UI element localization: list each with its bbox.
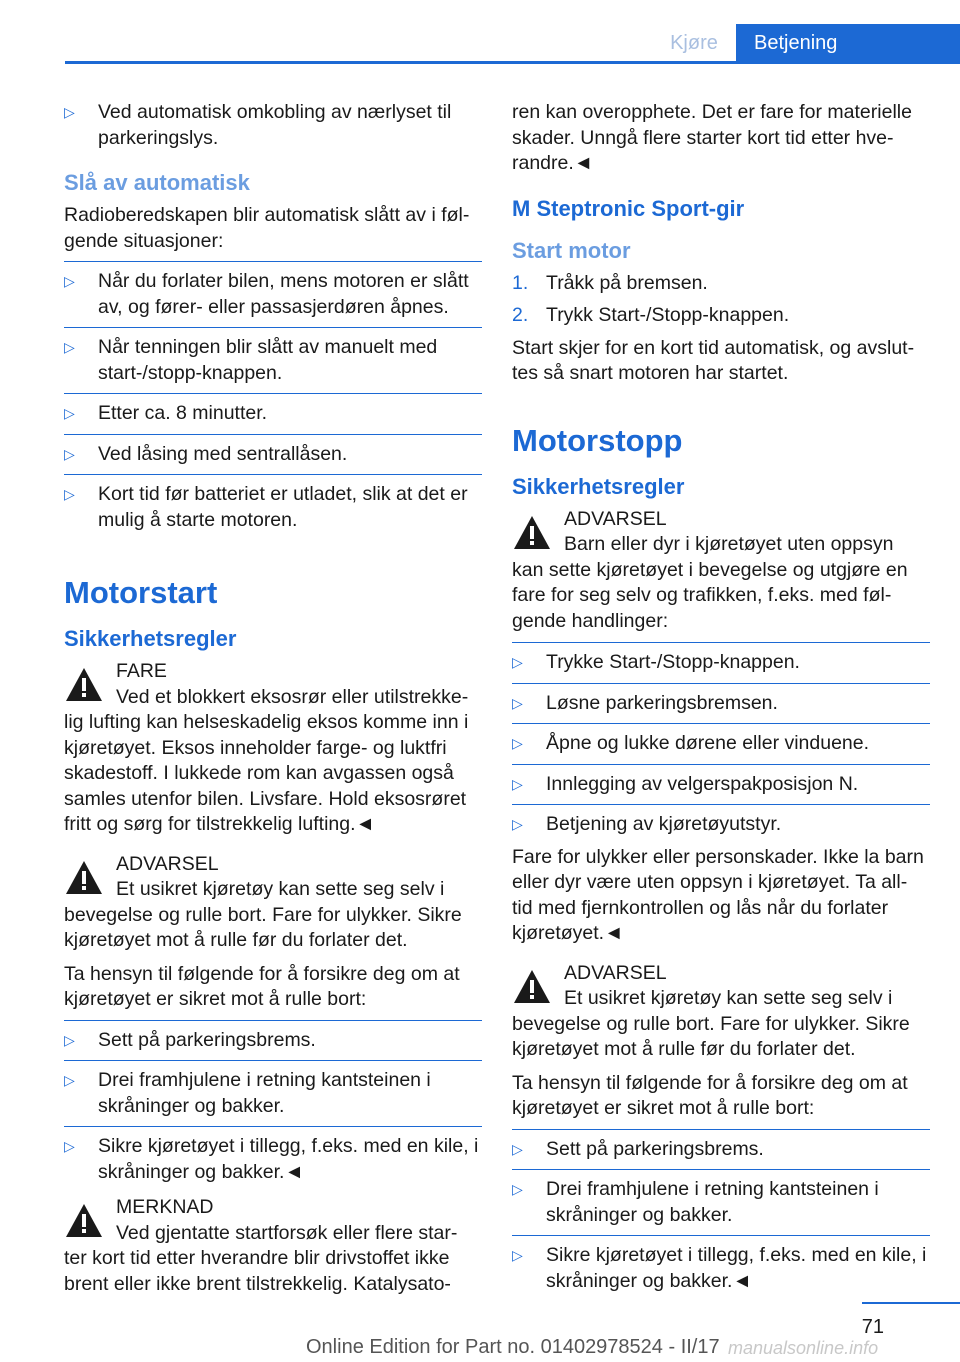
list-item: ▷ Drei framhjulene i retning kantsteinen i skråninger og bakker. [64,1069,431,1117]
list-item: ▷ Sikre kjøretøyet i tillegg, f.eks. med en kile, i skråninger og bakker.◄ [512,1244,927,1292]
section-heading-start-motor: Start motor [512,237,631,263]
warning-block-fare [64,659,482,838]
divider [512,804,930,805]
warning-label: MERKNAD [116,1196,214,1218]
triangle-bullet-icon: ▷ [64,1031,75,1048]
triangle-bullet-icon: ▷ [512,816,523,832]
watermark: manualsonline.info [728,1338,879,1358]
paragraph: Ta hensyn til følgende for å forsikre deg om at kjøretøyet er sikret mot å rulle bort: [64,962,460,1010]
header-rule [65,61,960,64]
chapter-heading-motorstopp: Motorstopp [512,422,683,458]
warning-triangle-icon [512,513,552,553]
warning-block-advarsel [512,961,930,1063]
list-item: ▷ Kort tid før batteriet er utladet, slik at det er mulig å starte motoren. [64,483,468,531]
list-item: ▷ Løsne parkeringsbremsen. [512,691,930,717]
triangle-bullet-icon: ▷ [512,1140,523,1157]
page-number: 71 [861,1316,884,1338]
warning-text: Ved gjentatte startforsøk eller flere star- ter kort tid etter hverandre blir drivstoffet ikke brent eller ikke brent tilstrekkelig. Katalysato- [64,1221,458,1295]
divider [64,1060,482,1061]
section-heading-sikkerhetsregler: Sikkerhetsregler [512,473,685,499]
warning-triangle-icon [512,967,552,1007]
divider [64,474,482,475]
divider [64,393,482,394]
warning-text: Et usikret kjøretøy kan sette seg selv i bevegelse og rulle bort. Fare for ulykker. Sikre kjøretøyet mot å rulle før du forlater det. [64,878,462,951]
divider [512,764,930,765]
warning-block-merknad [64,1195,482,1297]
divider [512,683,930,684]
triangle-bullet-icon: ▷ [64,104,75,120]
divider [64,261,482,262]
tab-betjening[interactable]: Betjening [736,24,960,62]
section-heading-sla-av: Slå av automatisk [64,170,250,195]
list-item: ▷ Ved låsing med sentrallåsen. [64,442,482,468]
triangle-bullet-icon: ▷ [64,1138,75,1154]
divider [512,642,930,643]
divider [64,434,482,435]
divider [512,1169,930,1170]
paragraph: Ta hensyn til følgende for å forsikre deg om at kjøretøyet er sikret mot å rulle bort: [512,1071,908,1119]
divider [512,1129,930,1130]
divider [512,723,930,724]
list-item: ▷ Sett på parkeringsbrems. [512,1137,930,1163]
warning-triangle-icon [64,858,104,898]
warning-text: Et usikret kjøretøy kan sette seg selv i bevegelse og rulle bort. Fare for ulykker. Sikre kjøretøyet mot å rulle før du forlater det. [512,987,910,1060]
triangle-bullet-icon: ▷ [512,735,523,751]
header-tabs [0,24,960,62]
list-item: ▷ Etter ca. 8 minutter. [64,401,482,427]
list-item: ▷ Ved automatisk omkobling av nærlyset til parkeringslys. [64,101,452,149]
warning-block-advarsel [64,852,482,954]
warning-text: Ved et blokkert eksosrør eller utilstrekke- lig lufting kan helseskadelig eksos komme inn i kjøretøyet. Eksos inneholder farge- og luktfri skadestoff. I lukkede rom kan avgassen også samles utenfor bilen. Livsfare. Hold eksosrøret fritt og sørg for tilstrekkelig lufting.◄ [64,685,469,835]
right-column [512,100,930,1301]
list-item: ▷ Drei framhjulene i retning kantsteinen i skråninger og bakker. [512,1178,879,1226]
warning-label: ADVARSEL [564,507,667,530]
divider [64,1020,482,1021]
triangle-bullet-icon: ▷ [512,654,523,670]
section-heading-sikkerhetsregler: Sikkerhetsregler [64,626,237,651]
list-item: ▷ Sett på parkeringsbrems. [64,1028,482,1054]
warning-label: FARE [116,660,167,682]
triangle-bullet-icon: ▷ [64,405,75,421]
numbered-step: 2. Trykk Start-/Stopp-knappen. [512,304,790,326]
triangle-bullet-icon: ▷ [512,1247,523,1263]
section-heading-steptronic: M Steptronic Sport-gir [512,195,745,221]
divider [64,327,482,328]
warning-block-advarsel [512,507,930,635]
warning-label: ADVARSEL [564,961,667,984]
list-item: ▷ Trykke Start-/Stopp-knappen. [512,650,930,676]
triangle-bullet-icon: ▷ [512,775,523,792]
tab-kjore[interactable]: Kjøre [670,31,718,54]
divider [64,1126,482,1127]
list-item: ▷ Betjening av kjøretøyutstyr. [512,812,930,838]
chapter-heading-motorstart: Motorstart [64,575,218,610]
warning-label: ADVARSEL [116,852,219,875]
list-item: ▷ Sikre kjøretøyet i tillegg, f.eks. med en kile, i skråninger og bakker.◄ [64,1135,479,1183]
list-item: ▷ Når du forlater bilen, mens motoren er slått av, og fører- eller passasjerdøren åpnes. [64,270,469,318]
triangle-bullet-icon: ▷ [64,1072,75,1088]
paragraph: Radioberedskapen blir automatisk slått av i føl- gende situasjoner: [64,204,470,252]
warning-triangle-icon [64,665,104,705]
paragraph: Start skjer for en kort tid automatisk, og avslut- tes så snart motoren har startet. [512,336,915,384]
paragraph: ren kan overopphete. Det er fare for materielle skader. Unngå flere starter kort tid etter hve- randre.◄ [512,101,912,174]
list-item: ▷ Åpne og lukke dørene eller vinduene. [512,731,930,757]
list-item: ▷ Når tenningen blir slått av manuelt med start-/stopp-knappen. [64,336,438,384]
edition-footer: Online Edition for Part no. 01402978524 - II/17 [306,1336,720,1358]
paragraph: Fare for ulykker eller personskader. Ikke la barn eller dyr være uten oppsyn i kjøretøyet. Ta all- tid med fjernkontrollen og lås når du forlater kjøretøyet.◄ [512,845,924,944]
divider [512,1235,930,1236]
triangle-bullet-icon: ▷ [64,486,75,502]
warning-triangle-icon [64,1201,104,1241]
triangle-bullet-icon: ▷ [512,694,523,711]
triangle-bullet-icon: ▷ [64,273,75,289]
footer-rule [862,1302,960,1304]
list-item: ▷ Innlegging av velgerspakposisjon N. [512,772,930,798]
warning-text: Barn eller dyr i kjøretøyet uten oppsyn kan sette kjøretøyet i bevegelse og utgjøre en fare for seg selv og trafikken, f.eks. med føl- gende handlinger: [512,533,908,632]
triangle-bullet-icon: ▷ [512,1181,523,1197]
triangle-bullet-icon: ▷ [64,339,75,355]
triangle-bullet-icon: ▷ [64,445,75,462]
left-column [64,100,482,1305]
numbered-step: 1. Tråkk på bremsen. [512,271,708,294]
